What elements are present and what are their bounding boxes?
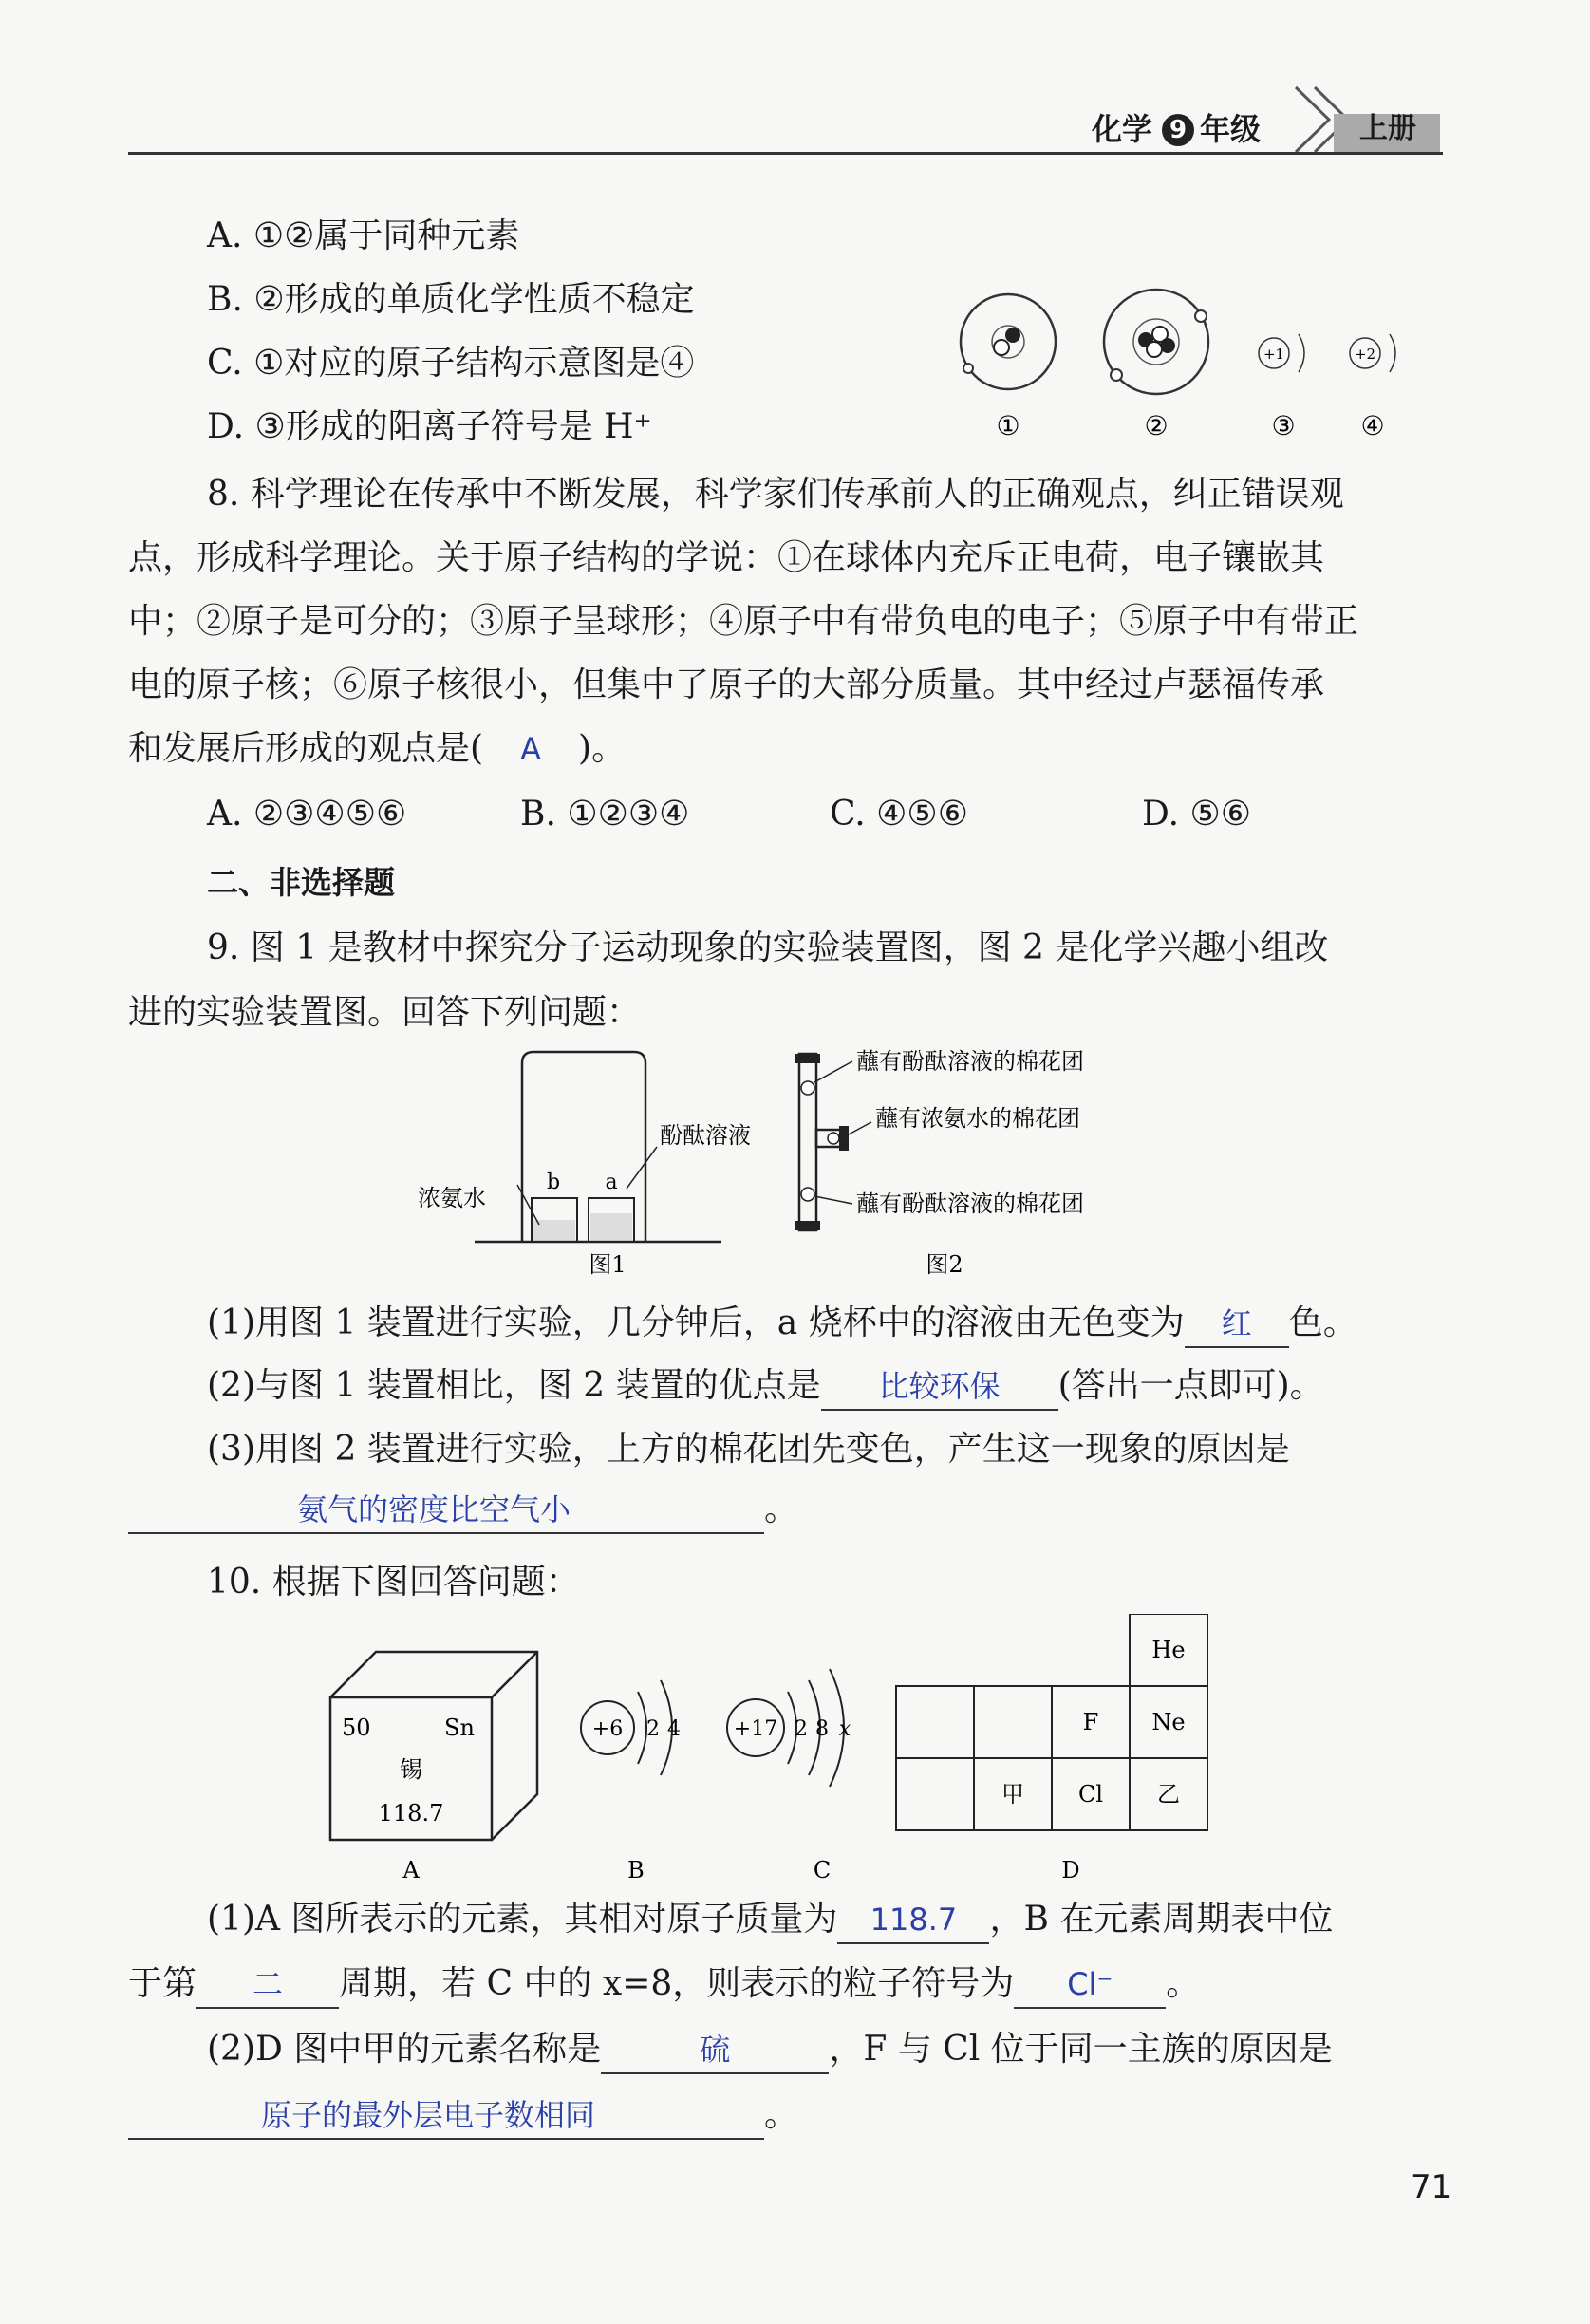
- q10-p1b-prompt: 于第: [128, 1964, 197, 2003]
- q9-p1-answer: 红: [1185, 1301, 1289, 1348]
- page-number: 71: [1411, 2168, 1452, 2206]
- q8-line-3: 中；②原子是可分的；③原子呈球形；④原子中有带负电的电子；⑤原子中有带正: [128, 602, 1359, 641]
- figA-name: 锡: [400, 1756, 422, 1783]
- section-heading: 二、非选择题: [207, 864, 395, 901]
- fig1-phenol-label: 酚酞溶液: [660, 1122, 751, 1149]
- q10-p2-answer: 硫: [601, 2027, 829, 2074]
- figD-f: F: [1082, 1709, 1099, 1735]
- q7-option-d: D. ③形成的阳离子符号是 H⁺: [207, 407, 652, 446]
- q7-figure: [949, 285, 1424, 456]
- fig2-top-label: 蘸有酚酞溶液的棉花团: [856, 1048, 1084, 1075]
- fig1-label-a: a: [605, 1171, 618, 1194]
- grade-circle: 9: [1162, 114, 1194, 146]
- fig-label-1: ①: [996, 410, 1020, 441]
- fig1-ammonia-label: 浓氨水: [418, 1185, 486, 1211]
- q10-p1-answer: 118.7: [837, 1897, 989, 1944]
- q8-option-d: D. ⑤⑥: [1142, 795, 1252, 834]
- fig-label-4: ④: [1360, 410, 1385, 441]
- figB-shell-1: 2: [646, 1717, 660, 1741]
- figA-number: 50: [342, 1715, 371, 1741]
- figD-cl: Cl: [1077, 1781, 1104, 1808]
- q9-part-2: [207, 1363, 1324, 1411]
- figC-shell-2: 8: [815, 1717, 829, 1741]
- figD-yi: 乙: [1157, 1781, 1180, 1808]
- q10-p1b-mid: 周期，若 C 中的 x=8，则表示的粒子符号为: [339, 1964, 1015, 2003]
- q10-p1b-post: 。: [1166, 1964, 1201, 2003]
- q10-part-1b: [128, 1961, 1200, 2009]
- q8-line-4: 电的原子核；⑥原子核很小，但集中了原子的大部分质量。其中经过卢瑟福传承: [128, 665, 1325, 704]
- fig-label-3: ③: [1271, 410, 1296, 441]
- fig1-label-b: b: [546, 1171, 561, 1194]
- figC-nucleus: +17: [733, 1717, 778, 1741]
- header-grade: 年级: [1200, 111, 1262, 147]
- fig-label-2: ②: [1144, 410, 1169, 441]
- q9-p3-answer: 氨气的密度比空气小: [128, 1487, 764, 1534]
- q9-part-3-answer-line: [128, 1487, 798, 1534]
- q10-p2-prompt: (2)D 图中甲的元素名称是: [207, 2030, 602, 2069]
- figB-nucleus: +6: [591, 1717, 624, 1741]
- fig2-bottom-label: 蘸有酚酞溶液的棉花团: [856, 1190, 1084, 1217]
- q10-p2-mid: ，F 与 Cl 位于同一主族的原因是: [829, 2030, 1333, 2069]
- figD-jia: 甲: [1001, 1781, 1024, 1808]
- q10-p1-prompt: (1)A 图所表示的元素，其相对原子质量为: [207, 1900, 838, 1939]
- nucleus-3-charge: +1: [1263, 346, 1285, 363]
- figA-mass: 118.7: [378, 1800, 444, 1827]
- q9-p2-prompt: (2)与图 1 装置相比，图 2 装置的优点是: [207, 1366, 821, 1405]
- q9-part-3: (3)用图 2 装置进行实验，上方的棉花团先变色，产生这一现象的原因是: [207, 1430, 1290, 1469]
- fig2-middle-label: 蘸有浓氨水的棉花团: [875, 1105, 1080, 1132]
- q9-intro-1: 9. 图 1 是教材中探究分子运动现象的实验装置图，图 2 是化学兴趣小组改: [207, 928, 1329, 967]
- q9-p3-post: 。: [764, 1490, 799, 1528]
- q10-p1b-answer-2: Cl⁻: [1014, 1961, 1166, 2009]
- figA-symbol: Sn: [444, 1715, 475, 1741]
- atom-1-diagram: [961, 294, 1056, 389]
- q10-p1b-answer: 二: [196, 1961, 339, 2009]
- header-volume: 上册: [1359, 112, 1416, 145]
- nucleus-4-charge: +2: [1354, 346, 1376, 363]
- q7-option-c: C. ①对应的原子结构示意图是④: [207, 344, 695, 383]
- atom-2-diagram: [1104, 290, 1208, 394]
- q9-p1-prompt: (1)用图 1 装置进行实验，几分钟后，a 烧杯中的溶液由无色变为: [207, 1303, 1185, 1342]
- q10-figures: [313, 1614, 1234, 1899]
- figC-shell-1: 2: [795, 1717, 808, 1741]
- q10-p2b-post: 。: [764, 2095, 799, 2134]
- q8-prompt: 和发展后形成的观点是(: [128, 729, 484, 768]
- fig2-caption: 图2: [926, 1251, 963, 1278]
- atom-3-structure: [1259, 334, 1304, 372]
- figA-caption: A: [402, 1857, 420, 1884]
- fig1-caption: 图1: [589, 1251, 627, 1278]
- figC-caption: C: [813, 1857, 832, 1884]
- q9-figures: [418, 1044, 1177, 1291]
- figB-shell-2: 4: [667, 1717, 681, 1741]
- q7-option-a: A. ①②属于同种元素: [207, 216, 520, 255]
- q9-part-1: [207, 1301, 1357, 1348]
- atom-4-structure: [1350, 334, 1395, 372]
- q8-line-5: [128, 726, 626, 772]
- q9-intro-2: 进的实验装置图。回答下列问题：: [128, 993, 642, 1032]
- q9-p2-post: (答出一点即可)。: [1057, 1366, 1324, 1405]
- q8-option-a: A. ②③④⑤⑥: [207, 795, 407, 834]
- header-subject: 化学: [1092, 111, 1153, 147]
- q10-intro: 10. 根据下图回答问题：: [207, 1563, 580, 1602]
- q10-p2b-answer: 原子的最外层电子数相同: [128, 2092, 764, 2140]
- figD-caption: D: [1061, 1857, 1080, 1884]
- figB-caption: B: [627, 1857, 645, 1884]
- q7-option-b: B. ②形成的单质化学性质不稳定: [207, 280, 695, 319]
- q9-p1-post: 色。: [1288, 1303, 1357, 1342]
- q10-p1-mid: ，B 在元素周期表中位: [989, 1900, 1334, 1939]
- q10-part-2b: [128, 2092, 798, 2140]
- q8-line-1: 8. 科学理论在传承中不断发展，科学家们传承前人的正确观点，纠正错误观: [207, 475, 1344, 514]
- figD-ne: Ne: [1151, 1709, 1186, 1735]
- q8-line-2: 点，形成科学理论。关于原子结构的学说：①在球体内充斥正电荷，电子镶嵌其: [128, 538, 1325, 577]
- q10-part-2: [207, 2027, 1333, 2074]
- figD-he: He: [1151, 1637, 1186, 1663]
- header-rule: [128, 152, 1443, 155]
- q8-option-b: B. ①②③④: [520, 795, 690, 834]
- q8-option-c: C. ④⑤⑥: [830, 795, 968, 834]
- q9-p2-answer: 比较环保: [821, 1363, 1058, 1411]
- figC-shell-3: x: [838, 1717, 851, 1741]
- q10-part-1: [207, 1897, 1333, 1944]
- q8-close: )。: [578, 729, 627, 768]
- q8-answer: A: [520, 731, 541, 767]
